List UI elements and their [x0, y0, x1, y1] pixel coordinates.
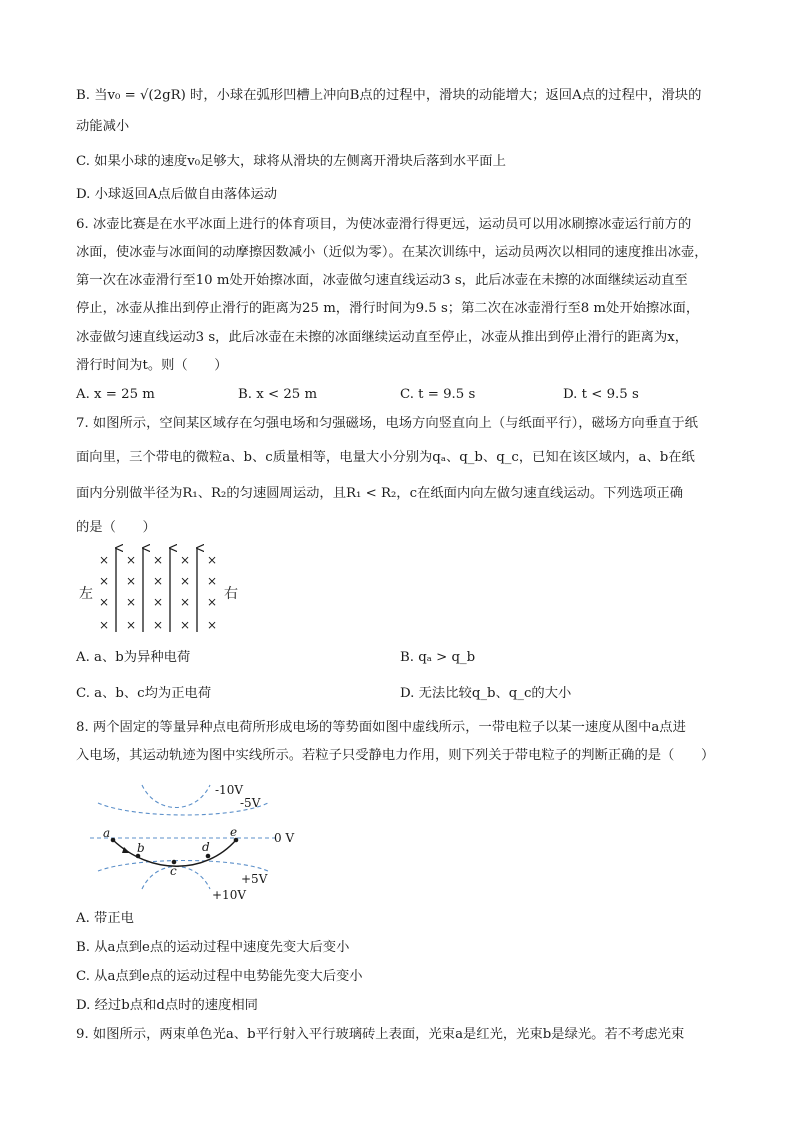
q8-equipotential-figure: [90, 775, 300, 905]
magnetic-field-cross: ×: [180, 595, 191, 609]
q8-option-c: C. 从a点到e点的运动过程中电势能先变大后变小: [76, 969, 363, 984]
q6-stem-line: 第一次在冰壶滑行至10 m处开始擦冰面，冰壶做匀速直线运动3 s，此后冰壶在未擦的冰面继续运动直至: [76, 273, 688, 288]
q8-stem-line: 8. 两个固定的等量异种点电荷所形成电场的等势面如图中虚线所示，一带电粒子以某一速度从图中a点进: [76, 720, 686, 735]
q7-right-label: 右: [224, 586, 238, 602]
q9-stem-line: 9. 如图所示，两束单色光a、b平行射入平行玻璃砖上表面，光束a是红光，光束b是绿光。若不考虑光束: [76, 1027, 685, 1042]
q8-option-a: A. 带正电: [76, 911, 134, 926]
magnetic-field-cross: ×: [180, 574, 191, 588]
label-b: b: [137, 841, 145, 855]
q7-option-c: C. a、b、c均为正电荷: [76, 686, 212, 701]
q6-stem-line: 停止，冰壶从推出到停止滑行的距离为25 m，滑行时间为9.5 s；第二次在冰壶滑行至8 m处开始擦冰面，: [76, 301, 700, 316]
label-0v: 0 V: [274, 831, 295, 845]
magnetic-field-cross: ×: [99, 553, 110, 567]
q8-stem-line: 入电场，其运动轨迹为图中实线所示。若粒子只受静电力作用，则下列关于带电粒子的判断正确的是（ ）: [76, 748, 715, 763]
q7-option-d: D. 无法比较q_b、q_c的大小: [400, 686, 572, 701]
q6-option-d: D. t < 9.5 s: [563, 387, 639, 402]
q7-stem-line: 面向里，三个带电的微粒a、b、c质量相等，电量大小分别为qₐ、q_b、q_c，已知在该区域内，a、b在纸: [76, 450, 695, 465]
magnetic-field-cross: ×: [126, 574, 137, 588]
q6-stem-line: 滑行时间为t。则（ ）: [76, 358, 228, 373]
q6-stem-line: 冰面，使冰壶与冰面间的动摩擦因数减小（近似为零）。在某次训练中，运动员两次以相同的速度推出冰壶，: [76, 245, 708, 260]
q8-option-d: D. 经过b点和d点时的速度相同: [76, 998, 258, 1013]
q7-option-a: A. a、b为异种电荷: [76, 650, 191, 665]
magnetic-field-cross: ×: [207, 595, 218, 609]
label-plus10v: +10V: [212, 888, 246, 902]
magnetic-field-cross: ×: [99, 595, 110, 609]
magnetic-field-cross: ×: [180, 553, 191, 567]
q7-left-label: 左: [79, 586, 93, 602]
q8-option-b: B. 从a点到e点的运动过程中速度先变大后变小: [76, 940, 350, 955]
magnetic-field-cross: ×: [153, 618, 164, 632]
magnetic-field-cross: ×: [207, 553, 218, 567]
q7-field-figure: [76, 542, 246, 637]
q5-option-b-line2: 动能减小: [76, 119, 130, 134]
magnetic-field-cross: ×: [207, 574, 218, 588]
q5-option-c: C. 如果小球的速度v₀足够大，球将从滑块的左侧离开滑块后落到水平面上: [76, 154, 506, 169]
magnetic-field-cross: ×: [180, 618, 191, 632]
q6-option-b: B. x < 25 m: [238, 387, 318, 402]
magnetic-field-cross: ×: [99, 574, 110, 588]
q6-stem-line: 6. 冰壶比赛是在水平冰面上进行的体育项目，为使冰壶滑行得更远，运动员可以用冰刷擦冰壶运行前方的: [76, 217, 692, 232]
magnetic-field-cross: ×: [153, 574, 164, 588]
magnetic-field-cross: ×: [126, 595, 137, 609]
magnetic-field-cross: ×: [126, 618, 137, 632]
label-plus5v: +5V: [241, 872, 268, 886]
label-minus10v: -10V: [215, 783, 243, 797]
magnetic-field-cross: ×: [99, 618, 110, 632]
equipotential-minus10: [142, 785, 210, 808]
magnetic-field-cross: ×: [153, 595, 164, 609]
magnetic-field-cross: ×: [153, 553, 164, 567]
magnetic-field-cross: ×: [207, 618, 218, 632]
q6-stem-line: 冰壶做匀速直线运动3 s，此后冰壶在未擦的冰面继续运动直至停止，冰壶从推出到停止滑行的距离为x，: [76, 330, 689, 345]
q5-option-d: D. 小球返回A点后做自由落体运动: [76, 187, 278, 202]
q7-option-b: B. qₐ > q_b: [400, 650, 476, 665]
label-a: a: [103, 826, 111, 840]
magnetic-field-cross: ×: [126, 553, 137, 567]
q5-option-b-line1: B. 当v₀ = √(2gR) 时，小球在弧形凹槽上冲向B点的过程中，滑块的动能增大；返回A点的过程中，滑块的: [76, 88, 702, 103]
point-d: [206, 854, 211, 859]
label-e: e: [230, 825, 238, 839]
q6-option-a: A. x = 25 m: [76, 387, 155, 402]
point-a: [111, 838, 116, 843]
label-minus5v: -5V: [240, 796, 261, 810]
label-c: c: [170, 864, 177, 878]
q7-stem-line: 7. 如图所示，空间某区域存在匀强电场和匀强磁场，电场方向竖直向上（与纸面平行），磁场方向垂直于纸: [76, 416, 698, 431]
q7-stem-line: 的是（ ）: [76, 520, 156, 535]
q7-stem-line: 面内分别做半径为R₁、R₂的匀速圆周运动，且R₁ < R₂，c在纸面内向左做匀速直线运动。下列选项正确: [76, 486, 683, 501]
label-d: d: [202, 840, 210, 854]
q6-option-c: C. t = 9.5 s: [400, 387, 476, 402]
